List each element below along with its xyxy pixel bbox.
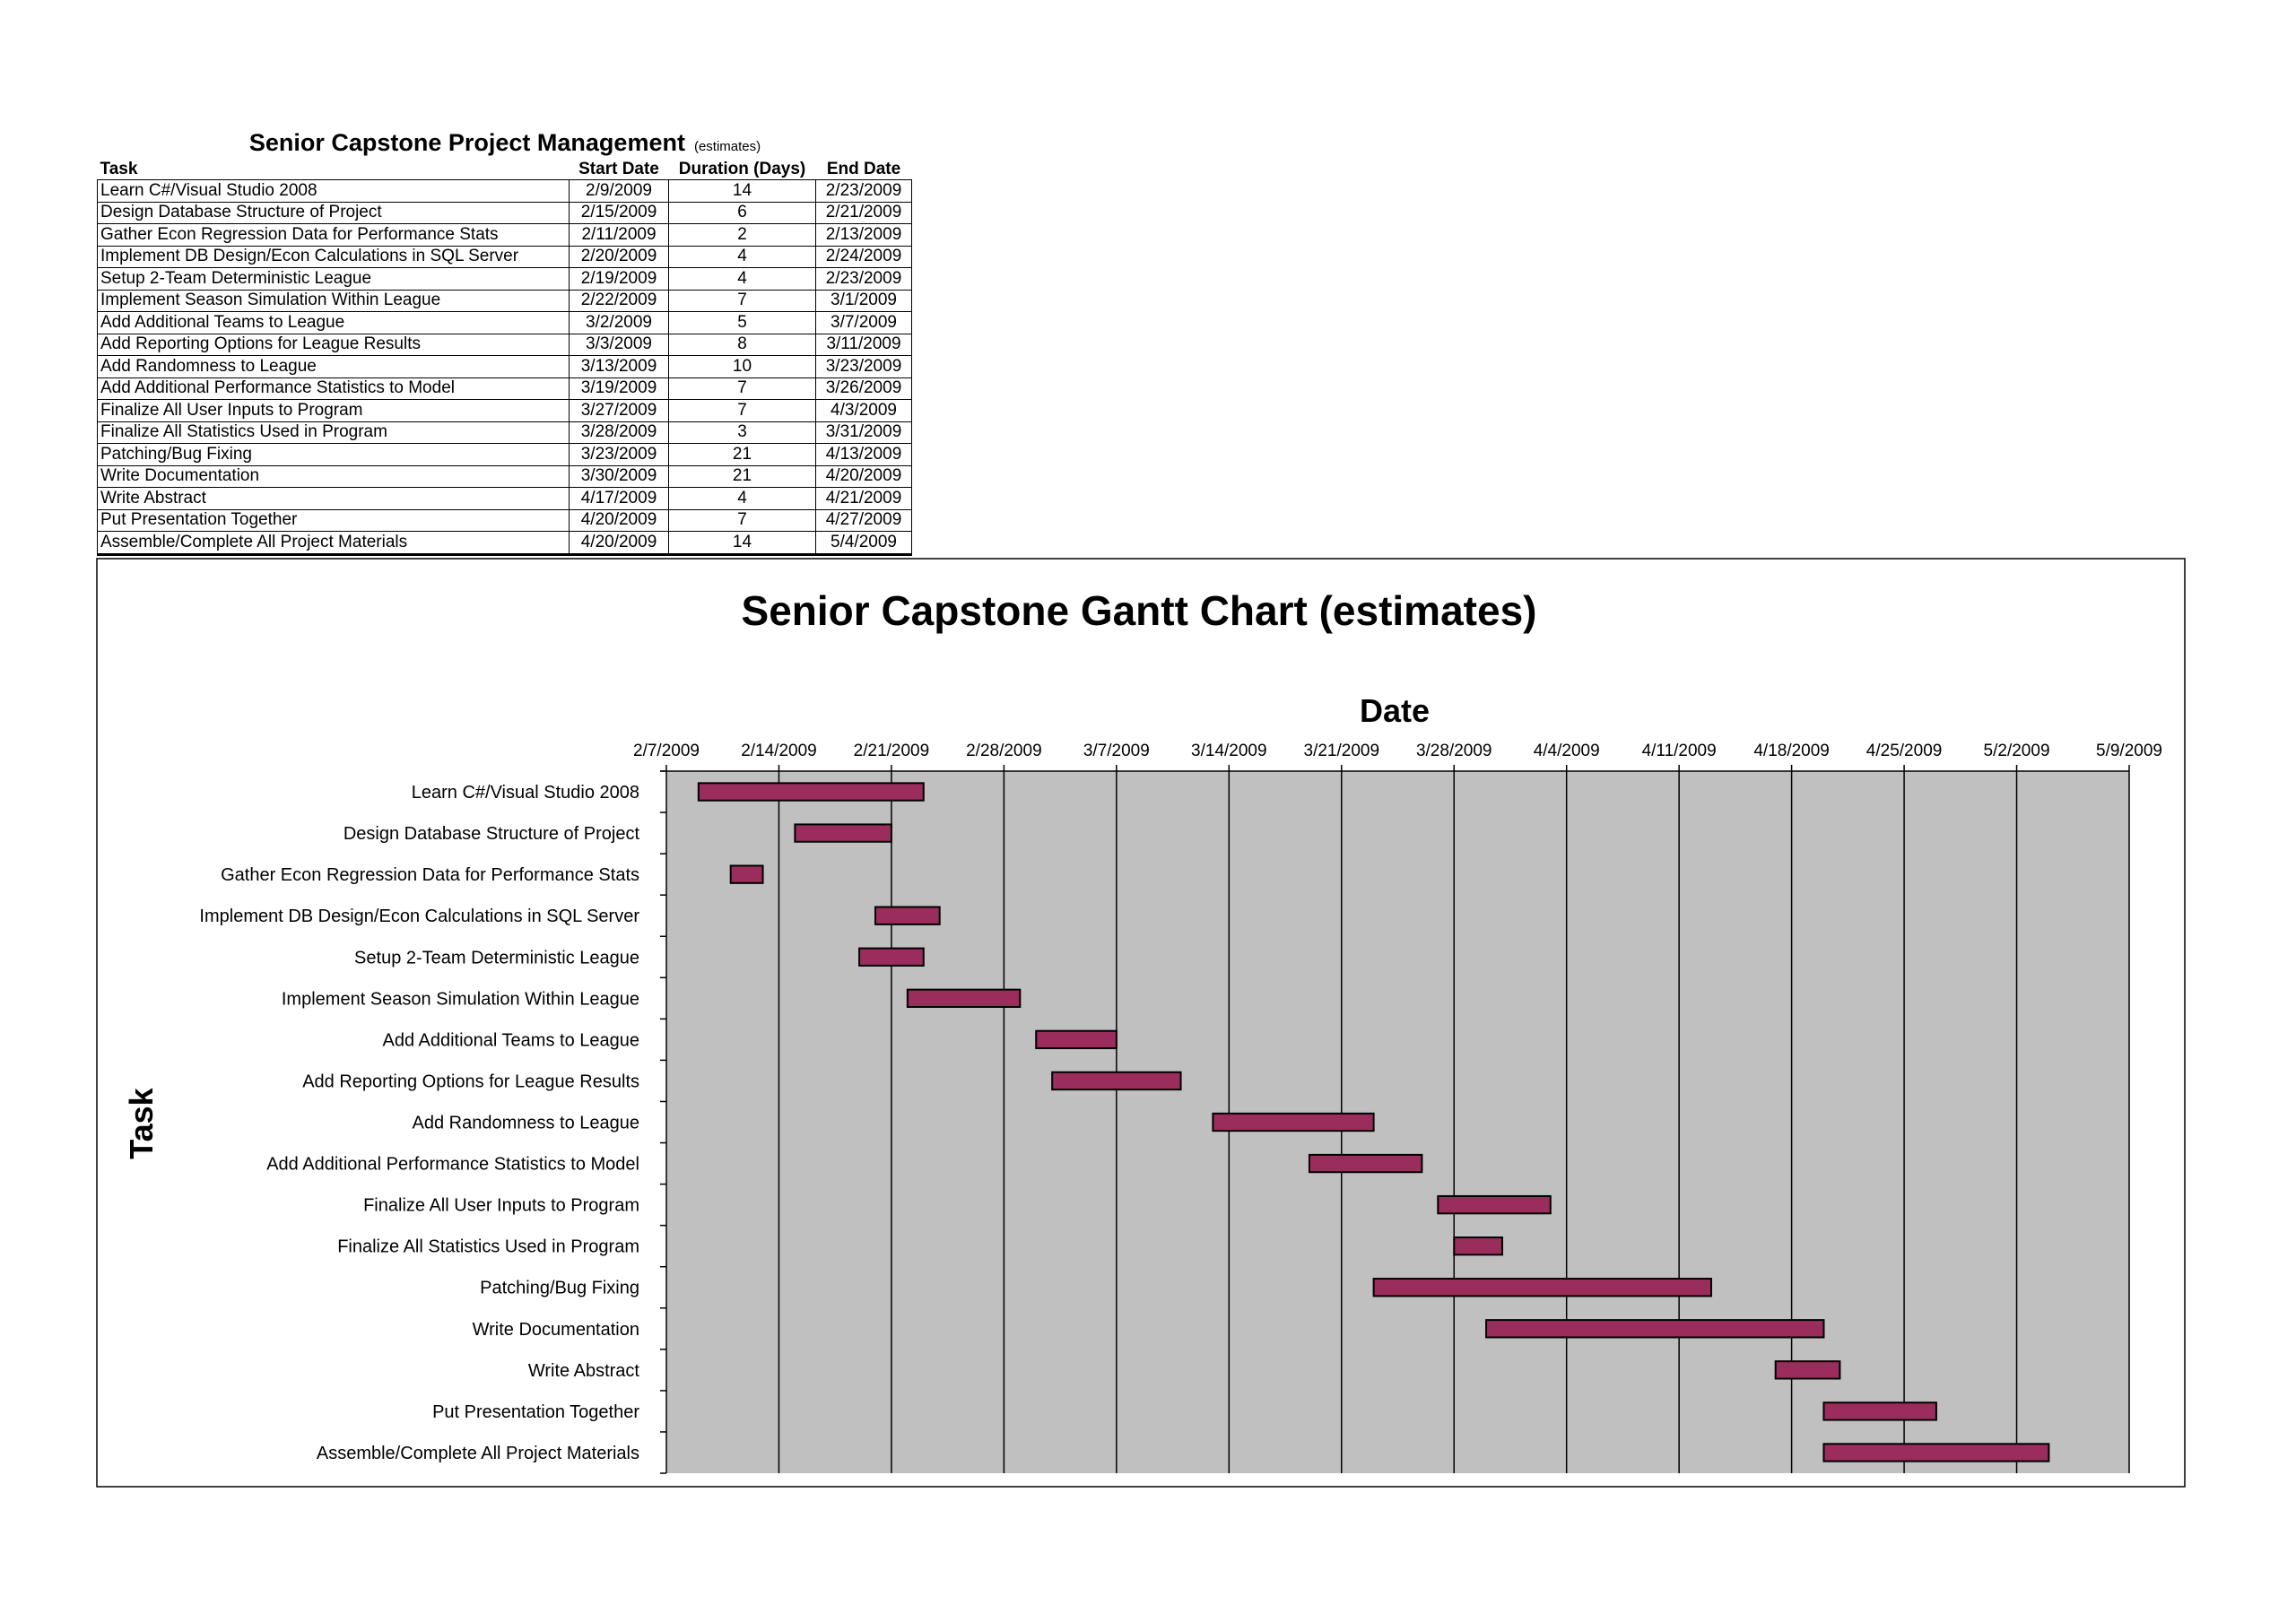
- gantt-bar: [1776, 1361, 1840, 1378]
- cell-task: Add Randomness to League: [98, 356, 570, 378]
- y-axis-title: Task: [123, 1088, 160, 1159]
- x-tick-label: 4/25/2009: [1866, 742, 1943, 760]
- x-tick-label: 4/11/2009: [1641, 742, 1717, 760]
- gantt-bar: [1486, 1320, 1823, 1337]
- gantt-bar: [1213, 1114, 1373, 1131]
- cell-start-date: 2/15/2009: [570, 202, 669, 224]
- cell-start-date: 2/20/2009: [570, 246, 669, 268]
- x-tick-label: 2/14/2009: [741, 742, 817, 760]
- cell-end-date: 4/20/2009: [816, 465, 912, 488]
- x-tick-label: 3/7/2009: [1083, 742, 1150, 760]
- cell-duration: 5: [669, 312, 816, 334]
- cell-duration: 7: [669, 509, 816, 532]
- x-tick-label: 2/7/2009: [633, 742, 700, 760]
- cell-start-date: 3/13/2009: [570, 356, 669, 378]
- cell-start-date: 3/30/2009: [570, 465, 669, 488]
- cell-end-date: 2/13/2009: [816, 224, 912, 247]
- cell-task: Write Abstract: [98, 488, 570, 510]
- cell-end-date: 3/7/2009: [816, 312, 912, 334]
- x-tick-label: 4/4/2009: [1533, 742, 1600, 760]
- gantt-bar: [875, 907, 940, 924]
- cell-duration: 4: [669, 246, 816, 268]
- x-tick-label: 5/2/2009: [1983, 742, 2050, 760]
- cell-duration: 2: [669, 224, 816, 247]
- task-label: Assemble/Complete All Project Materials: [316, 1443, 639, 1463]
- cell-end-date: 2/23/2009: [816, 268, 912, 291]
- cell-end-date: 4/27/2009: [816, 509, 912, 532]
- cell-task: Add Additional Performance Statistics to Model: [98, 377, 570, 400]
- gantt-bar: [1454, 1237, 1502, 1254]
- task-label: Finalize All User Inputs to Program: [363, 1195, 639, 1216]
- task-label: Write Documentation: [472, 1319, 639, 1340]
- cell-task: Put Presentation Together: [98, 509, 570, 532]
- cell-start-date: 4/20/2009: [570, 532, 669, 555]
- x-tick-label: 3/14/2009: [1191, 742, 1267, 760]
- cell-start-date: 3/28/2009: [570, 421, 669, 444]
- cell-end-date: 2/23/2009: [816, 180, 912, 203]
- cell-start-date: 4/17/2009: [570, 488, 669, 510]
- cell-duration: 7: [669, 377, 816, 400]
- cell-start-date: 2/9/2009: [570, 180, 669, 203]
- cell-task: Add Additional Teams to League: [98, 312, 570, 334]
- cell-end-date: 3/23/2009: [816, 356, 912, 378]
- cell-start-date: 3/19/2009: [570, 377, 669, 400]
- cell-task: Finalize All User Inputs to Program: [98, 400, 570, 422]
- x-axis-title: Date: [1359, 692, 1431, 729]
- task-label: Write Abstract: [527, 1360, 639, 1381]
- cell-duration: 4: [669, 488, 816, 510]
- cell-duration: 3: [669, 421, 816, 444]
- task-label: Put Presentation Together: [432, 1401, 639, 1422]
- cell-duration: 8: [669, 334, 816, 356]
- task-label: Patching/Bug Fixing: [480, 1278, 639, 1298]
- cell-task: Patching/Bug Fixing: [98, 444, 570, 466]
- cell-start-date: 2/19/2009: [570, 268, 669, 291]
- gantt-bar: [1036, 1031, 1117, 1048]
- cell-duration: 7: [669, 400, 816, 422]
- cell-start-date: 3/23/2009: [570, 444, 669, 466]
- gantt-bar: [1374, 1279, 1711, 1296]
- cell-end-date: 4/21/2009: [816, 488, 912, 510]
- cell-task: Gather Econ Regression Data for Performance Stats: [98, 224, 570, 247]
- cell-duration: 6: [669, 202, 816, 224]
- cell-task: Finalize All Statistics Used in Program: [98, 421, 570, 444]
- task-label: Setup 2-Team Deterministic League: [354, 948, 639, 968]
- cell-task: Design Database Structure of Project: [98, 202, 570, 224]
- gantt-bar: [1438, 1196, 1550, 1213]
- cell-start-date: 3/27/2009: [570, 400, 669, 422]
- task-label: Add Randomness to League: [412, 1113, 639, 1133]
- gantt-bar: [859, 949, 924, 966]
- x-tick-label: 2/28/2009: [966, 742, 1042, 760]
- chart-title: Senior Capstone Gantt Chart (estimates): [741, 587, 1537, 634]
- cell-start-date: 3/3/2009: [570, 334, 669, 356]
- gantt-bar: [699, 783, 924, 800]
- gantt-bar: [731, 865, 763, 882]
- cell-task: Setup 2-Team Deterministic League: [98, 268, 570, 291]
- header-start-date: Start Date: [578, 160, 659, 178]
- gantt-bar: [1823, 1444, 2048, 1461]
- cell-end-date: 5/4/2009: [816, 532, 912, 555]
- x-tick-label: 3/28/2009: [1415, 742, 1492, 760]
- gantt-bar: [1052, 1072, 1180, 1089]
- cell-duration: 14: [669, 532, 816, 555]
- cell-task: Implement Season Simulation Within League: [98, 290, 570, 312]
- plot-area: [666, 771, 2129, 1473]
- cell-duration: 21: [669, 465, 816, 488]
- cell-end-date: 3/1/2009: [816, 290, 912, 312]
- cell-start-date: 3/2/2009: [570, 312, 669, 334]
- cell-end-date: 3/26/2009: [816, 377, 912, 400]
- task-label: Design Database Structure of Project: [343, 824, 639, 845]
- cell-duration: 7: [669, 290, 816, 312]
- x-tick-label: 2/21/2009: [853, 742, 930, 760]
- gantt-bar: [1823, 1402, 1935, 1419]
- cell-duration: 4: [669, 268, 816, 291]
- task-label: Add Reporting Options for League Results: [302, 1072, 639, 1092]
- cell-start-date: 2/11/2009: [570, 224, 669, 247]
- cell-task: Implement DB Design/Econ Calculations in SQL Server: [98, 246, 570, 268]
- cell-end-date: 4/3/2009: [816, 400, 912, 422]
- cell-duration: 10: [669, 356, 816, 378]
- task-label: Implement DB Design/Econ Calculations in SQL Server: [199, 907, 639, 927]
- gantt-bar: [795, 824, 891, 841]
- task-label: Gather Econ Regression Data for Performance Stats: [221, 865, 639, 886]
- cell-end-date: 3/11/2009: [816, 334, 912, 356]
- task-label: Learn C#/Visual Studio 2008: [411, 783, 639, 803]
- cell-end-date: 4/13/2009: [816, 444, 912, 466]
- header-end-date: End Date: [826, 160, 901, 178]
- cell-duration: 21: [669, 444, 816, 466]
- table-title-subtitle: (estimates): [693, 139, 761, 154]
- cell-start-date: 2/22/2009: [570, 290, 669, 312]
- task-label: Add Additional Teams to League: [382, 1030, 639, 1051]
- task-label: Add Additional Performance Statistics to Model: [266, 1154, 639, 1175]
- cell-start-date: 4/20/2009: [570, 509, 669, 532]
- cell-end-date: 2/24/2009: [816, 246, 912, 268]
- cell-task: Assemble/Complete All Project Materials: [98, 532, 570, 555]
- header-task: Task: [100, 160, 138, 178]
- cell-task: Write Documentation: [98, 465, 570, 488]
- cell-end-date: 3/31/2009: [816, 421, 912, 444]
- task-label: Implement Season Simulation Within League: [281, 989, 639, 1010]
- x-tick-label: 5/9/2009: [2096, 742, 2162, 760]
- gantt-bar: [1309, 1155, 1422, 1172]
- cell-task: Learn C#/Visual Studio 2008: [98, 180, 570, 203]
- cell-duration: 14: [669, 180, 816, 203]
- x-tick-label: 4/18/2009: [1753, 742, 1830, 760]
- x-tick-label: 3/21/2009: [1303, 742, 1380, 760]
- table-title-main: Senior Capstone Project Management: [248, 129, 685, 156]
- gantt-bar: [908, 990, 1020, 1007]
- cell-end-date: 2/21/2009: [816, 202, 912, 224]
- task-label: Finalize All Statistics Used in Program: [337, 1237, 639, 1257]
- cell-task: Add Reporting Options for League Results: [98, 334, 570, 356]
- header-duration: Duration (Days): [678, 160, 806, 178]
